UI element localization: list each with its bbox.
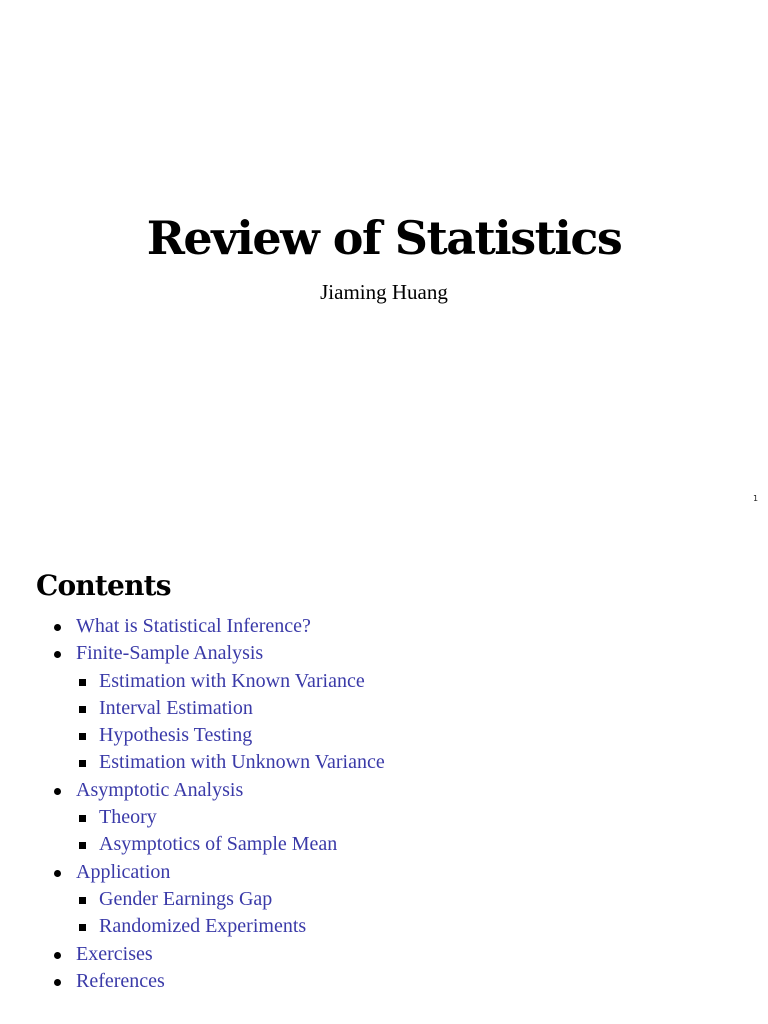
toc-subitem-interval-estimation bbox=[52, 695, 752, 722]
toc-link[interactable]: Asymptotics of Sample Mean bbox=[99, 833, 338, 856]
toc-subitem-theory bbox=[52, 804, 752, 831]
toc-subitem-gender-earnings-gap bbox=[52, 886, 752, 913]
slide-title: Review of Statistics bbox=[146, 211, 622, 265]
contents-heading: Contents bbox=[36, 569, 171, 602]
toc-link[interactable]: Application bbox=[76, 860, 171, 883]
square-bullet-icon bbox=[79, 897, 86, 904]
square-bullet-icon bbox=[79, 815, 86, 822]
toc-subitem-randomized-experiments bbox=[52, 913, 752, 940]
toc-item-application bbox=[52, 859, 752, 886]
toc-link[interactable]: Gender Earnings Gap bbox=[99, 887, 273, 910]
disc-bullet-icon bbox=[54, 979, 61, 986]
toc-link[interactable]: References bbox=[76, 969, 165, 992]
disc-bullet-icon bbox=[54, 952, 61, 959]
toc-subitem-known-variance bbox=[52, 668, 752, 695]
page-number: 1 bbox=[753, 494, 759, 503]
square-bullet-icon bbox=[79, 679, 86, 686]
square-bullet-icon bbox=[79, 706, 86, 713]
disc-bullet-icon bbox=[54, 788, 61, 795]
disc-bullet-icon bbox=[54, 624, 61, 631]
square-bullet-icon bbox=[79, 760, 86, 767]
toc-link[interactable]: Estimation with Unknown Variance bbox=[99, 751, 385, 774]
toc-subitem-asymptotics-sample-mean bbox=[52, 831, 752, 858]
square-bullet-icon bbox=[79, 842, 86, 849]
toc-item-references bbox=[52, 968, 752, 995]
toc-link[interactable]: Exercises bbox=[76, 942, 153, 965]
toc-subitem-hypothesis-testing bbox=[52, 722, 752, 749]
disc-bullet-icon bbox=[54, 651, 61, 658]
table-of-contents bbox=[52, 613, 752, 995]
toc-link[interactable]: Estimation with Known Variance bbox=[99, 669, 365, 692]
toc-item-statistical-inference bbox=[52, 613, 752, 640]
toc-link[interactable]: Hypothesis Testing bbox=[99, 724, 253, 747]
toc-link[interactable]: Interval Estimation bbox=[99, 696, 253, 719]
toc-link[interactable]: Randomized Experiments bbox=[99, 915, 307, 938]
toc-item-exercises bbox=[52, 941, 752, 968]
disc-bullet-icon bbox=[54, 870, 61, 877]
toc-subitem-unknown-variance bbox=[52, 749, 752, 776]
toc-item-asymptotic-analysis bbox=[52, 777, 752, 804]
toc-link[interactable]: Finite-Sample Analysis bbox=[76, 642, 264, 665]
toc-item-finite-sample-analysis bbox=[52, 640, 752, 667]
square-bullet-icon bbox=[79, 924, 86, 931]
toc-link[interactable]: What is Statistical Inference? bbox=[76, 615, 311, 637]
toc-link[interactable]: Asymptotic Analysis bbox=[76, 778, 244, 801]
slide-author: Jiaming Huang bbox=[320, 280, 448, 304]
toc-link[interactable]: Theory bbox=[99, 806, 157, 829]
square-bullet-icon bbox=[79, 733, 86, 740]
